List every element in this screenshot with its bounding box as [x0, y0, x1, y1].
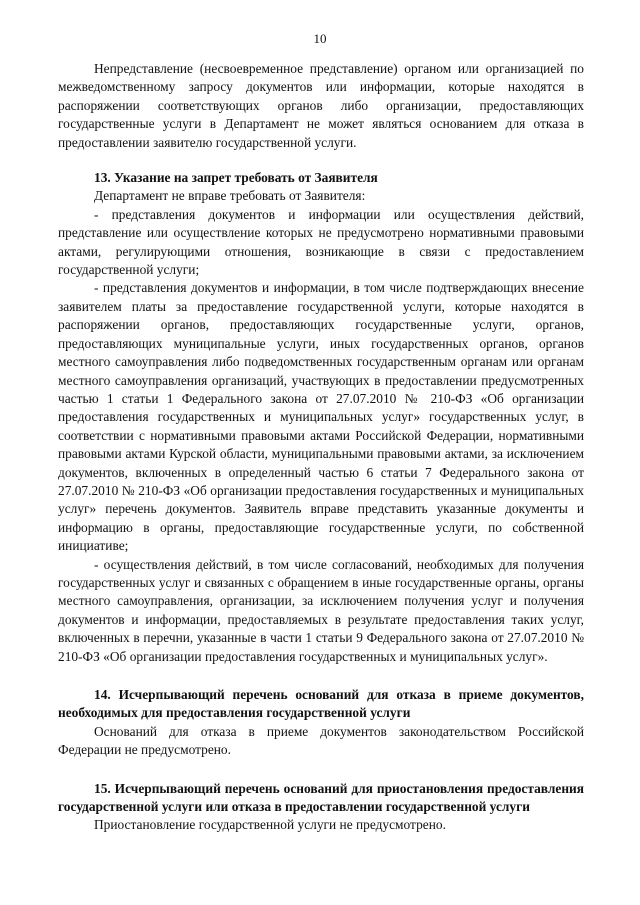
page-number: 10	[313, 31, 327, 46]
section-13-heading: 13. Указание на запрет требовать от Заявителя	[94, 170, 378, 186]
section-15-heading: 15. Исчерпывающий перечень оснований для приостановления предоставления государственной услуги или отказа в предоставлении государственной услуги	[58, 780, 584, 815]
paragraph-nonsubmission: Непредставление (несвоевременное представление) органом или организацией по межведомственному запросу документов или информации, которые находятся в распоряжении соответствующих органов либо организации, предоставляющих государственные услуги в Департамент не может являться основанием для отказа в предоставлении заявителю государственной услуги.	[58, 61, 584, 150]
section-13-item-1: - представления документов и информации или осуществления действий, представление или осуществление которых не предусмотрено нормативными правовыми актами, регулирующими отношения, возникающие в связи с предоставлением государственной услуги;	[58, 206, 584, 278]
section-13-item-3: - осуществления действий, в том числе согласований, необходимых для получения государственных услуг и связанных с обращением в иные государственные органы, органы местного самоуправления, организации, за исключением получения услуг и получения документов и информации, предоставляемых в результате предоставления таких услуг, включенных в перечни, указанные в части 1 статьи 9 Федерального закона от 27.07.2010 № 210-ФЗ «Об организации предоставления государственных и муниципальных услуг».	[58, 556, 584, 664]
document-body	[58, 60, 584, 835]
section-14-heading: 14. Исчерпывающий перечень оснований для отказа в приеме документов, необходимых для предоставления государственной услуги	[58, 687, 584, 721]
section-14-text: Оснований для отказа в приеме документов законодательством Российской Федерации не предусмотрено.	[58, 723, 584, 758]
section-13-intro: Департамент не вправе требовать от Заявителя:	[94, 188, 366, 204]
section-15-text: Приостановление государственной услуги не предусмотрено.	[94, 817, 446, 833]
section-13-item-2: - представления документов и информации, в том числе подтверждающих внесение заявителем платы за предоставление государственной услуги, которые находятся в распоряжении органов, предоставляющих государственные услуги, органов, предоставляющих муниципальные услуги, иных государственных органов, органов местного самоуправления либо подведомственных государственным органам или органам местного самоуправления организаций, участвующих в предоставлении предусмотренных частью 1 статьи 1 Федерального закона от 27.07.2010 № 210-ФЗ «Об организации предоставления государственных и муниципальных услуг» государственных услуг, в соответствии с нормативными правовыми актами Российской Федерации, нормативными правовыми актами Курской области, муниципальными правовыми актами, за исключением документов, включенных в определенный частью 6 статьи 7 Федерального закона от 27.07.2010 № 210-ФЗ «Об организации предоставления государственных и муниципальных услуг» перечень документов. Заявитель вправе представить указанные документы и информацию в органы, предоставляющие государственные услуги, по собственной инициативе;	[58, 280, 584, 554]
